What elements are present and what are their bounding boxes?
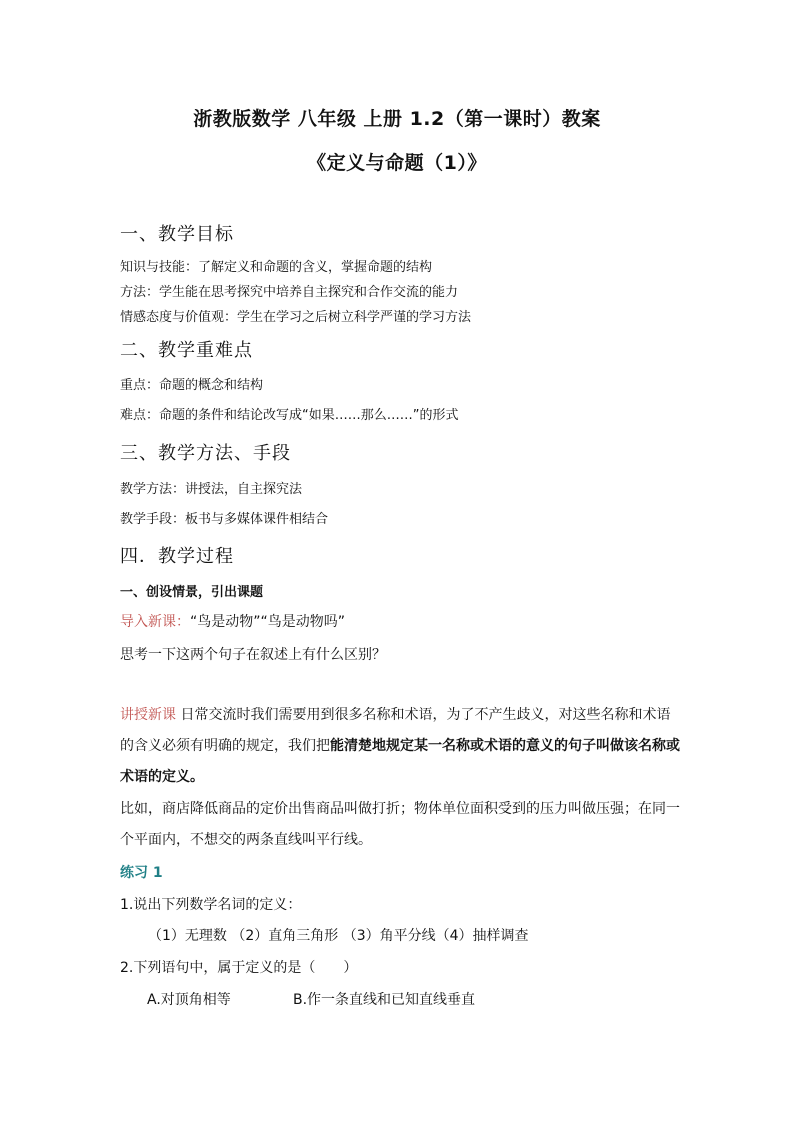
- process-subheading: 一、创设情景，引出课题: [120, 585, 264, 600]
- objective-knowledge: 知识与技能：了解定义和命题的含义，掌握命题的结构: [120, 260, 433, 275]
- section-heading-process: 四．教学过程: [120, 546, 234, 567]
- question-1-items: （1）无理数 （2）直角三角形 （3）角平分线（4）抽样调查: [148, 928, 529, 944]
- lecture-paragraph: [120, 700, 680, 793]
- lecture-label: 讲授新课: [120, 707, 176, 723]
- objective-attitude: 情感态度与价值观：学生在学习之后树立科学严谨的学习方法: [120, 310, 472, 325]
- definition-statement: 能清楚地规定某一名称或术语的意义的句子叫做该名称或术语的定义。: [120, 738, 680, 785]
- question-2: 2.下列语句中，属于定义的是（ ）: [120, 960, 358, 976]
- option-b: B.作一条直线和已知直线垂直: [293, 992, 476, 1008]
- option-a: A.对顶角相等: [147, 992, 231, 1008]
- example-paragraph: 比如，商店降低商品的定价出售商品叫做打折；物体单位面积受到的压力叫做压强；在同一个平面内，不想交的两条直线叫平行线。: [120, 801, 680, 848]
- question-1: 1.说出下列数学名词的定义：: [120, 897, 302, 913]
- page-title: 浙教版数学 八年级 上册 1.2（第一课时）教案: [193, 108, 601, 130]
- key-point: 重点：命题的概念和结构: [120, 378, 264, 393]
- difficult-point: 难点：命题的条件和结论改写成“如果……那么……”的形式: [120, 408, 459, 423]
- teaching-means: 教学手段：板书与多媒体课件相结合: [120, 512, 329, 527]
- intro-line: [120, 611, 345, 631]
- intro-label: 导入新课：: [120, 614, 190, 630]
- objective-method: 方法：学生能在思考探究中培养自主探究和合作交流的能力: [120, 285, 459, 300]
- lecture-text: 日常交流时我们需要用到很多名称和术语，为了不产生歧义，对这些名称和术语的含义必须有明确的规定，我们把: [120, 707, 671, 754]
- think-question: 思考一下这两个句子在叙述上有什么区别？: [120, 647, 386, 663]
- teaching-method: 教学方法：讲授法，自主探究法: [120, 482, 303, 497]
- section-heading-key-points: 二、教学重难点: [120, 340, 253, 361]
- section-heading-objectives: 一、教学目标: [120, 224, 234, 245]
- section-heading-methods: 三、教学方法、手段: [120, 443, 291, 464]
- intro-text: “鸟是动物”“鸟是动物吗”: [190, 614, 346, 630]
- page-subtitle: 《定义与命题（1）》: [307, 152, 487, 174]
- exercise-label: 练习 1: [120, 865, 163, 881]
